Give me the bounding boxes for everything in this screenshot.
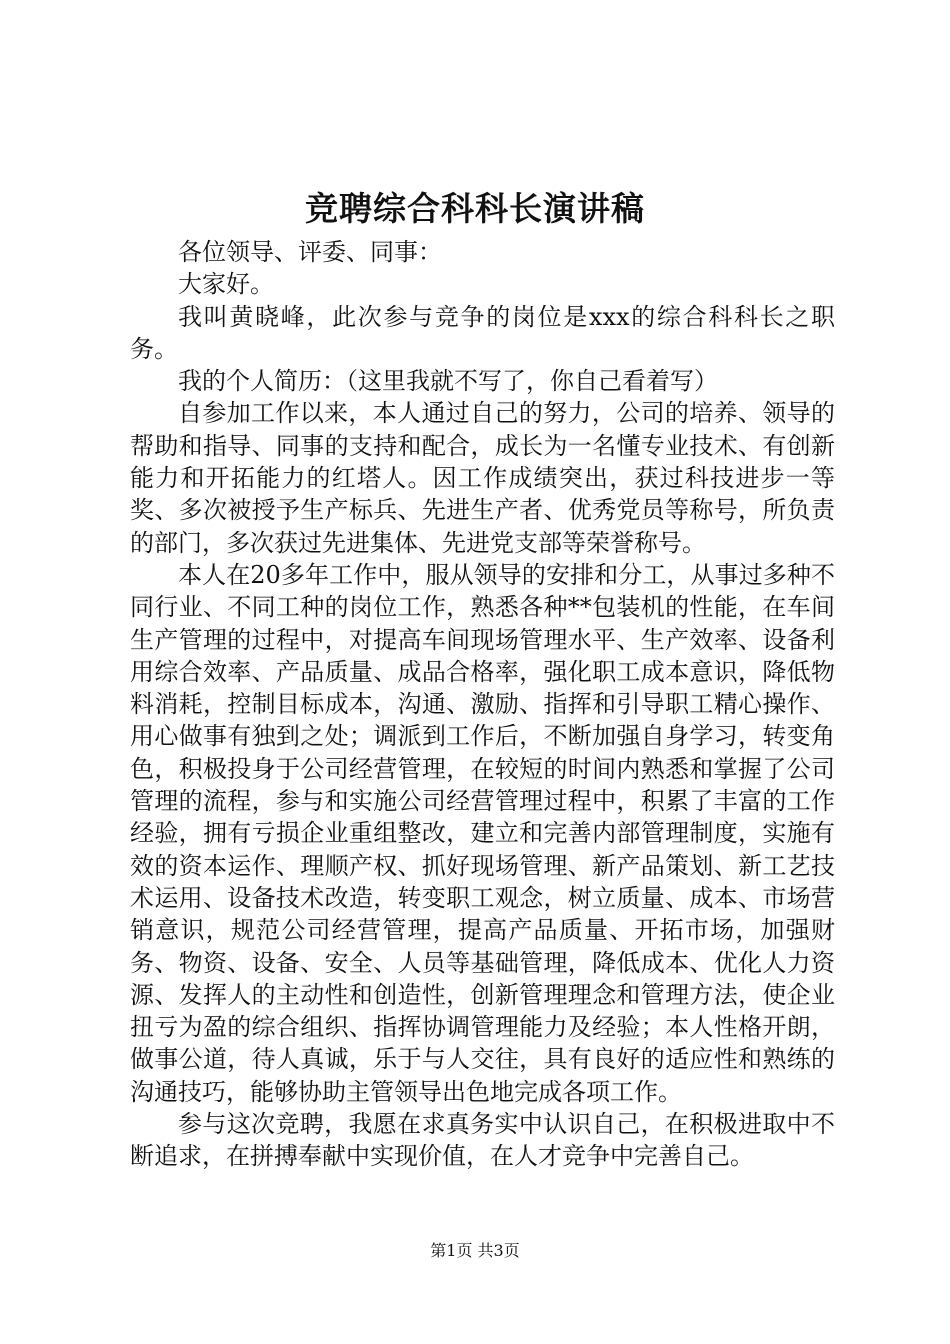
career-paragraph: 自参加工作以来，本人通过自己的努力，公司的培养、领导的帮助和指导、同事的支持和配合，成长为一名懂专业技术、有创新能力和开拓能力的红塔人。因工作成绩突出，获过科技进步一等奖、多次被授予生产标兵、先进生产者、优秀党员等称号，所负责的部门，多次获过先进集体、先进党支部等荣誉称号。 <box>130 399 835 557</box>
greeting-paragraph: 大家好。 <box>178 270 274 299</box>
salutation-paragraph: 各位领导、评委、同事： <box>178 238 442 266</box>
introduction-paragraph: 我叫黄晓峰，此次参与竞争的岗位是xxx的综合科科长之职务。 <box>130 302 835 363</box>
experience-paragraph: 本人在20多年工作中，服从领导的安排和分工，从事过多种不同行业、不同工种的岗位工作，熟悉各种**包装机的性能，在车间生产管理的过程中，对提高车间现场管理水平、生产效率、设备利用综合效率、产品质量、成品合格率，强化职工成本意识，降低物料消耗，控制目标成本，沟通、激励、指挥和引导职工精心操作、用心做事有独到之处；调派到工作后，不断加强自身学习，转变角色，积极投身于公司经营管理，在较短的时间内熟悉和掌握了公司管理的流程，参与和实施公司经营管理过程中，积累了丰富的工作经验，拥有亏损企业重组整改，建立和完善内部管理制度，实施有效的资本运作、理顺产权、抓好现场管理、新产品策划、新工艺技术运用、设备技术改造，转变职工观念，树立质量、成本、市场营销意识，规范公司经营管理，提高产品质量、开拓市场，加强财务、物资、设备、安全、人员等基础管理，降低成本、优化人力资源、发挥人的主动性和创造性，创新管理理念和管理方法，使企业扭亏为盈的综合组织、指挥协调管理能力及经验；本人性格开朗，做事公道，待人真诚，乐于与人交往，具有良好的适应性和熟练的沟通技巧，能够协助主管领导出色地完成各项工作。 <box>130 560 835 1106</box>
document-body <box>130 236 835 1173</box>
document-title: 竞聘综合科科长演讲稿 <box>305 189 645 228</box>
resume-paragraph: 我的个人简历：（这里我就不写了，你自己看着写） <box>178 367 718 396</box>
closing-paragraph: 参与这次竞聘，我愿在求真务实中认识自己，在积极进取中不断追求，在拼搏奉献中实现价值，在人才竞争中完善自己。 <box>130 1110 835 1171</box>
page-number: 第1页 共3页 <box>430 1241 520 1260</box>
